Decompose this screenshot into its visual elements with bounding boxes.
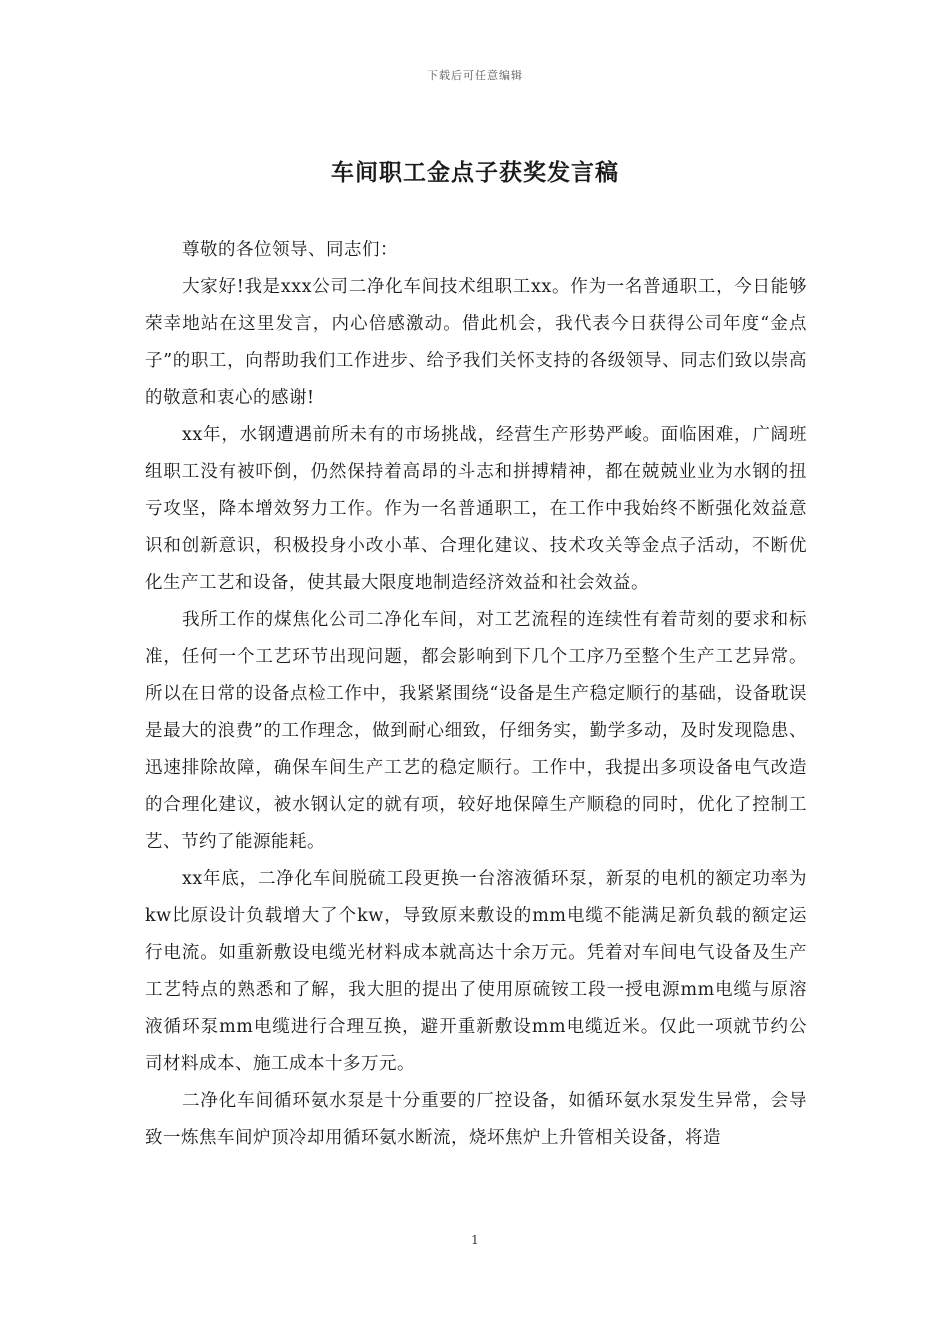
salutation-paragraph: 尊敬的各位领导、同志们： — [182, 240, 398, 260]
page-header-note: 下载后可任意编辑 — [427, 69, 523, 82]
body-paragraph: xx年底，二净化车间脱硫工段更换一台溶液循环泵，新泵的电机的额定功率为kw比原设计负载增大了个kw，导致原来敷设的mm电缆不能满足新负载的额定运行电流。如重新敷设电缆光材料成本就高达十余万元。凭着对车间电气设备及生产工艺特点的熟悉和了解，我大胆的提出了使用原硫铵工段一授电源mm电缆与原溶液循环泵mm电缆进行合理互换，避开重新敷设mm电缆近米。仅此一项就节约公司材料成本、施工成本十多万元。 — [145, 869, 807, 1074]
body-paragraph: 我所工作的煤焦化公司二净化车间，对工艺流程的连续性有着苛刻的要求和标准，任何一个工艺环节出现问题，都会影响到下几个工序乃至整个生产工艺异常。所以在日常的设备点检工作中，我紧紧围绕“设备是生产稳定顺行的基础，设备耽误是最大的浪费”的工作理念，做到耐心细致，仔细务实，勤学多动，及时发现隐患、迅速排除故障，确保车间生产工艺的稳定顺行。工作中，我提出多项设备电气改造的合理化建议，被水钢认定的就有项，较好地保障生产顺稳的同时，优化了控制工艺、节约了能源能耗。 — [145, 610, 807, 852]
body-paragraph: 二净化车间循环氨水泵是十分重要的厂控设备，如循环氨水泵发生异常，会导致一炼焦车间炉顶冷却用循环氨水断流，烧坏焦炉上升管相关设备，将造 — [145, 1091, 807, 1148]
document-body — [145, 232, 807, 1157]
body-paragraph: 大家好!我是xxx公司二净化车间技术组职工xx。作为一名普通职工，今日能够荣幸地站在这里发言，内心倍感激动。借此机会，我代表今日获得公司年度“金点子”的职工，向帮助我们工作进步、给予我们关怀支持的各级领导、同志们致以崇高的敬意和衷心的感谢! — [145, 277, 807, 408]
body-paragraph: xx年，水钢遭遇前所未有的市场挑战，经营生产形势严峻。面临困难，广阔班组职工没有被吓倒，仍然保持着高昂的斗志和拼搏精神，都在兢兢业业为水钢的扭亏攻坚，降本增效努力工作。作为一名普通职工，在工作中我始终不断强化效益意识和创新意识，积极投身小改小革、合理化建议、技术攻关等金点子活动，不断优化生产工艺和设备，使其最大限度地制造经济效益和社会效益。 — [145, 425, 807, 593]
page-number: 1 — [471, 1233, 479, 1247]
document-title: 车间职工金点子获奖发言稿 — [331, 160, 619, 186]
